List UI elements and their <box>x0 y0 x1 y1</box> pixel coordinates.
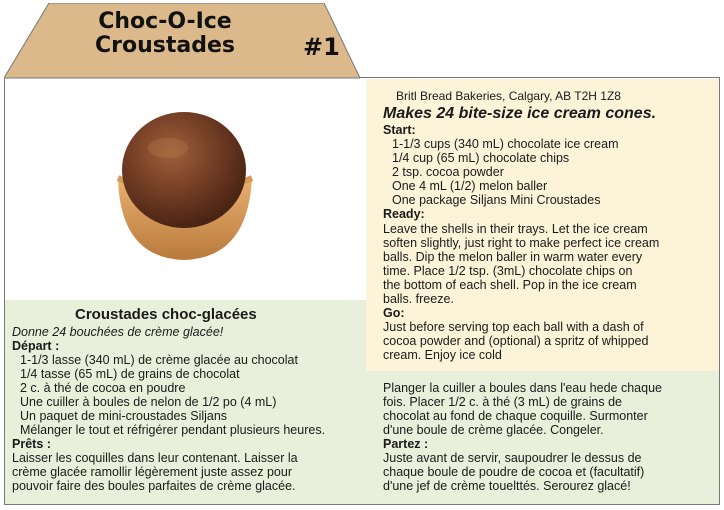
ice-cream-croustade-image <box>100 108 268 268</box>
french-yield: Donne 24 bouchées de crème glacée! <box>12 325 224 339</box>
ready-line: soften slightly, just right to make perfect ice cream <box>383 236 660 250</box>
ready-line: time. Place 1/2 tsp. (3mL) chocolate chips on <box>383 264 633 278</box>
go-heading: Go: <box>383 306 405 320</box>
partez-line: chaque boule de poudre de cocoa et (facultatif) <box>383 465 645 479</box>
french-ingredient-4: Une cuiller à boules de nelon de 1/2 po (4 mL) <box>20 395 277 409</box>
french-ingredient-5: Un paquet de mini-croustades Siljans <box>20 409 228 423</box>
ready-line: the bottom of each shell. Pop in the ice cream <box>383 278 637 292</box>
prets-line: pouvoir faire des boules parfaites de crème glacée. <box>12 479 296 493</box>
french-ingredient-6: Mélanger le tout et réfrigérer pendant plusieurs heures. <box>20 423 326 437</box>
ingredient-5: One package Siljans Mini Croustades <box>392 193 601 207</box>
partez-line: d'une jef de crème touelttés. Serourez glacé! <box>383 479 631 493</box>
partez-line: Juste avant de servir, saupoudrer le dessus de <box>383 451 642 465</box>
ingredient-1: 1-1/3 cups (340 mL) chocolate ice cream <box>392 137 619 151</box>
french-title: Croustades choc-glacées <box>75 306 257 323</box>
prets-continued-line: chocolat au fond de chaque coquille. Surmonter <box>383 409 648 423</box>
french-ingredient-2: 1/4 tasse (65 mL) de grains de chocolat <box>20 367 240 381</box>
ready-line: balls. Dip the melon baller in warm water every <box>383 250 643 264</box>
prets-heading: Prêts : <box>12 437 51 451</box>
english-yield: Makes 24 bite-size ice cream cones. <box>383 105 657 122</box>
title-line-1: Choc-O-Ice <box>98 9 232 34</box>
prets-line: Laisser les coquilles dans leur contenant. Laisser la <box>12 451 298 465</box>
depart-heading: Départ : <box>12 339 60 353</box>
title-line-2: Croustades <box>95 33 235 58</box>
company-address: Britl Bread Bakeries, Calgary, AB T2H 1Z8 <box>396 89 621 103</box>
ready-line: Leave the shells in their trays. Let the ice cream <box>383 222 648 236</box>
partez-heading: Partez : <box>383 437 429 451</box>
go-line: cream. Enjoy ice cold <box>383 348 502 362</box>
prets-line: crème glacée ramollir légèrement juste assez pour <box>12 465 292 479</box>
prets-continued-line: Planger la cuiller a boules dans l'eau hede chaque <box>383 381 662 395</box>
french-ingredient-3: 2 c. à thé de cocoa en poudre <box>20 381 186 395</box>
recipe-title <box>60 10 270 58</box>
go-line: Just before serving top each ball with a dash of <box>383 320 644 334</box>
french-ingredient-1: 1-1/3 lasse (340 mL) de crème glacée au chocolat <box>20 353 298 367</box>
ingredient-3: 2 tsp. cocoa powder <box>392 165 504 179</box>
recipe-number: #1 <box>303 33 340 61</box>
start-heading: Start: <box>383 123 416 137</box>
prets-continued-line: fois. Placer 1/2 c. à thé (3 mL) de grains de <box>383 395 623 409</box>
ingredient-2: 1/4 cup (65 mL) chocolate chips <box>392 151 570 165</box>
ingredient-4: One 4 mL (1/2) melon baller <box>392 179 548 193</box>
ready-line: balls. freeze. <box>383 292 454 306</box>
go-line: cocoa powder and (optional) a spritz of whipped <box>383 334 649 348</box>
ready-heading: Ready: <box>383 207 425 221</box>
prets-continued-line: d'une boule de crème glacée. Congeler. <box>383 423 604 437</box>
